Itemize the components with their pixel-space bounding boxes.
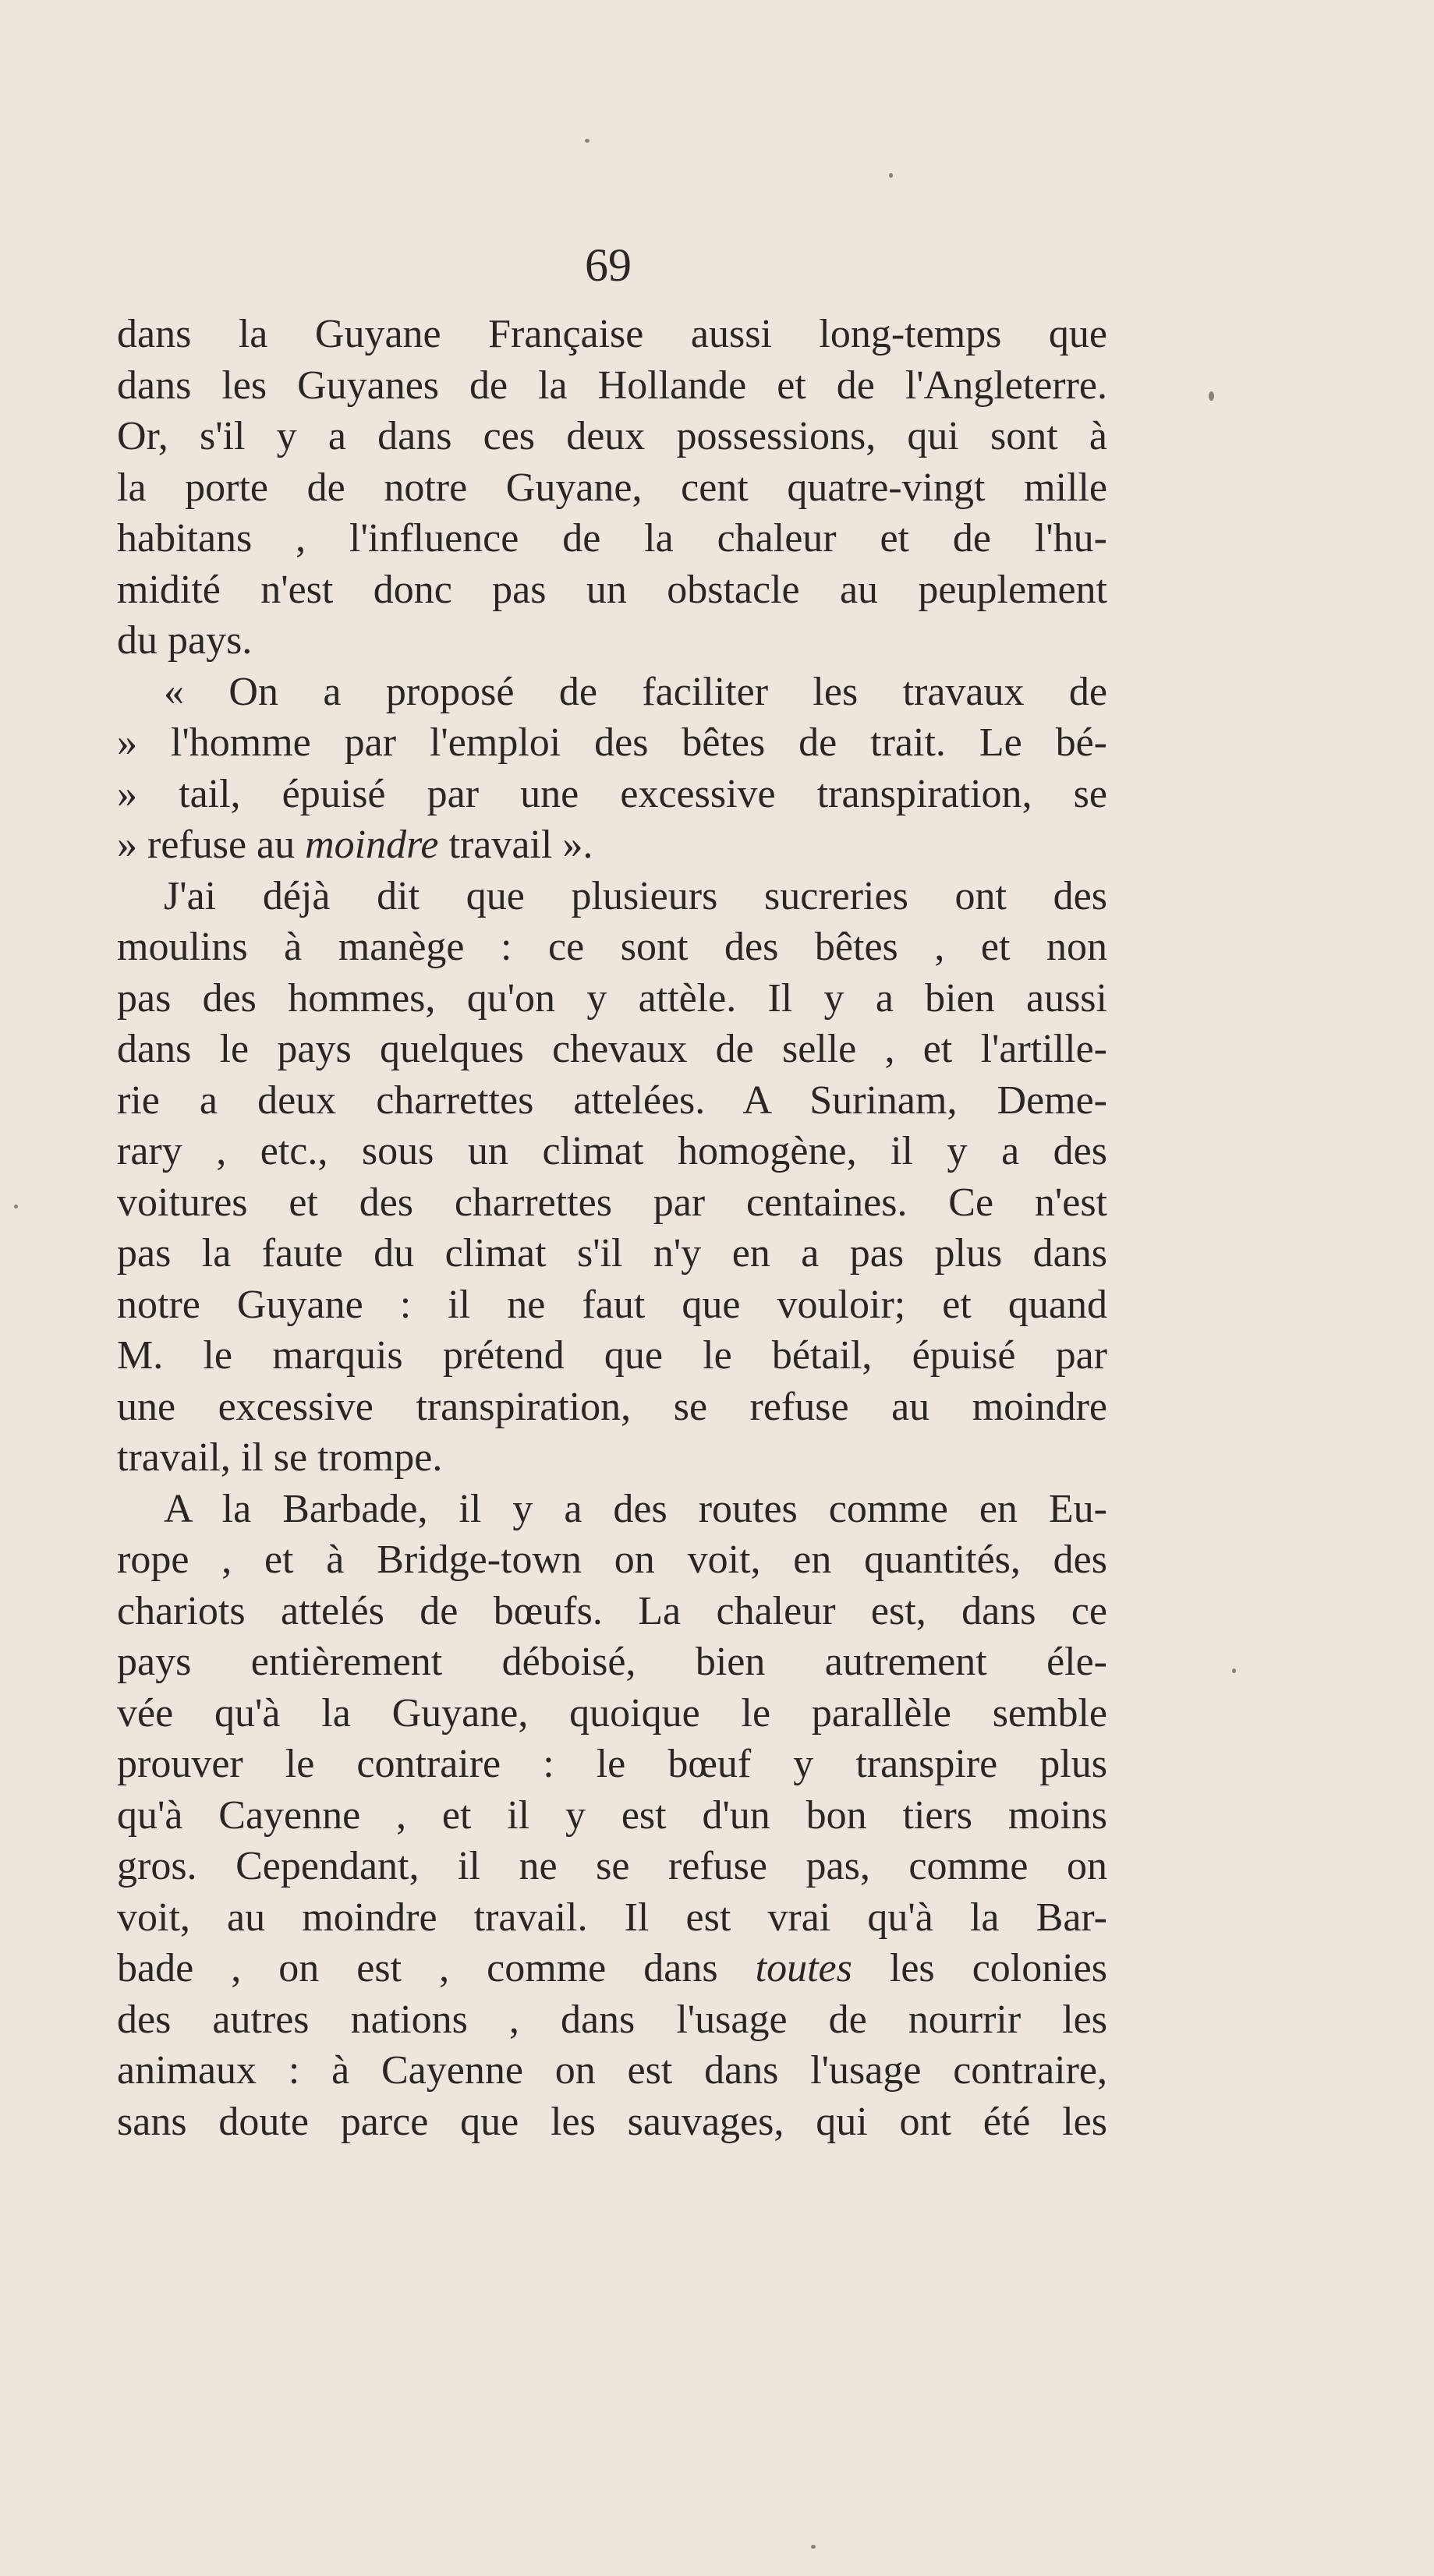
text-line: chariots attelés de bœufs. La chaleur est, dans ce	[117, 1588, 1107, 1633]
page-number: 69	[585, 239, 632, 291]
text-line: rary , etc., sous un climat homogène, il y a des	[117, 1129, 1107, 1173]
text-line: moulins à manège : ce sont des bêtes , et non	[117, 925, 1107, 969]
paper-speck	[811, 2545, 816, 2549]
text-line: » l'homme par l'emploi des bêtes de trait. Le bé-	[117, 720, 1107, 765]
text-line: vée qu'à la Guyane, quoique le parallèle semble	[117, 1690, 1107, 1736]
text-line: dans le pays quelques chevaux de selle , et l'artille-	[117, 1027, 1107, 1071]
text-line: notre Guyane : il ne faut que vouloir; et quand	[117, 1282, 1107, 1327]
text-line: dans les Guyanes de la Hollande et de l'Angleterre.	[117, 363, 1107, 408]
text-line: J'ai déjà dit que plusieurs sucreries ont des	[164, 873, 1107, 918]
text-line: dans la Guyane Française aussi long-temps que	[117, 312, 1107, 356]
text-line: » tail, épuisé par une excessive transpiration, se	[117, 771, 1107, 816]
text-line: du pays.	[117, 618, 253, 663]
text-line: des autres nations , dans l'usage de nourrir les	[117, 1997, 1107, 2042]
text-line: Or, s'il y a dans ces deux possessions, qui sont à	[117, 414, 1107, 458]
text-line: voitures et des charrettes par centaines. Ce n'est	[117, 1180, 1107, 1225]
text-line: A la Barbade, il y a des routes comme en Eu-	[164, 1486, 1107, 1531]
text-line: rope , et à Bridge-town on voit, en quantités, des	[117, 1537, 1107, 1582]
text-line: voit, au moindre travail. Il est vrai qu'à la Bar-	[117, 1895, 1107, 1940]
paper-speck	[14, 1205, 18, 1208]
text-line: pays entièrement déboisé, bien autrement éle-	[117, 1640, 1107, 1684]
italic-word: toutes	[755, 1946, 852, 1990]
text-line: une excessive transpiration, se refuse au moindre	[117, 1384, 1107, 1429]
paper-speck	[585, 139, 590, 143]
text-line: bade , on est , comme dans toutes les colonies	[117, 1946, 1107, 1990]
text-line: pas la faute du climat s'il n'y en a pas plus dans	[117, 1231, 1107, 1276]
paper-speck	[889, 173, 893, 178]
text-line: gros. Cependant, il ne se refuse pas, comme on	[117, 1844, 1107, 1888]
text-line: travail, il se trompe.	[117, 1435, 443, 1480]
text-line: prouver le contraire : le bœuf y transpire plus	[117, 1742, 1107, 1786]
text-line: la porte de notre Guyane, cent quatre-vingt mille	[117, 465, 1107, 510]
paper-speck	[1209, 391, 1214, 401]
text-line: qu'à Cayenne , et il y est d'un bon tiers moins	[117, 1792, 1107, 1838]
text-line: sans doute parce que les sauvages, qui ont été les	[117, 2099, 1107, 2144]
paper-speck	[1232, 1668, 1236, 1673]
text-line: habitans , l'influence de la chaleur et de l'hu-	[117, 516, 1107, 561]
text-line: » refuse au moindre travail ».	[117, 823, 593, 867]
text-line: midité n'est donc pas un obstacle au peuplement	[117, 567, 1107, 612]
text-line: rie a deux charrettes attelées. A Surinam, Deme-	[117, 1077, 1107, 1123]
text-line: animaux : à Cayenne on est dans l'usage contraire,	[117, 2048, 1107, 2093]
text-line: « On a proposé de faciliter les travaux de	[164, 669, 1107, 714]
body-text	[117, 309, 1107, 2147]
text-line: M. le marquis prétend que le bétail, épuisé par	[117, 1333, 1107, 1378]
italic-word: moindre	[305, 823, 439, 867]
text-line: pas des hommes, qu'on y attèle. Il y a bien aussi	[117, 975, 1107, 1021]
